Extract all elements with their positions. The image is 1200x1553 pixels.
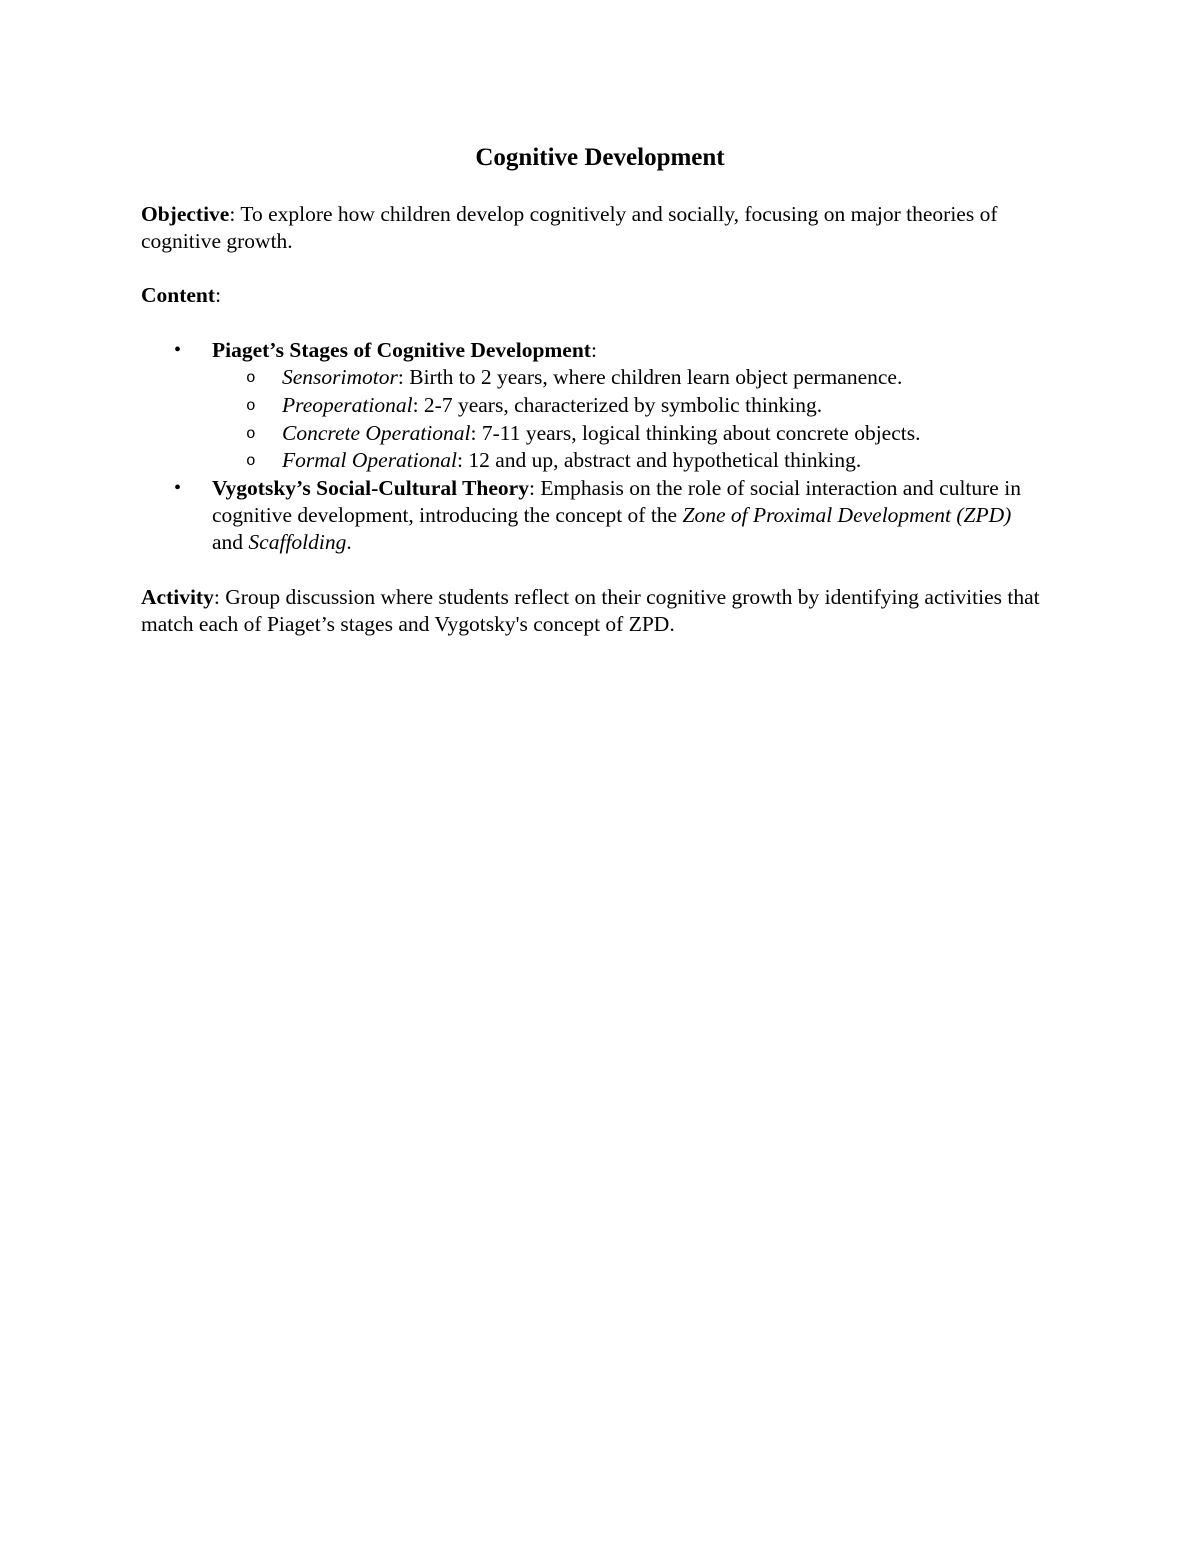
stage-description: : Birth to 2 years, where children learn object permanence. — [397, 365, 903, 389]
bullet-heading: Vygotsky’s Social-Cultural Theory — [212, 476, 529, 500]
bullet-text-part: and — [212, 530, 249, 554]
content-label: Content — [141, 283, 216, 307]
sub-item-text — [282, 420, 1062, 447]
stage-description: : 7-11 years, logical thinking about concrete objects. — [470, 421, 921, 445]
bullet-heading: Piaget’s Stages of Cognitive Development — [212, 338, 591, 362]
bullet-separator: : — [590, 338, 597, 362]
stage-term: Sensorimotor — [282, 365, 398, 389]
sub-bullet-marker: o — [246, 397, 256, 415]
stage-term: Preoperational — [282, 393, 413, 417]
activity-separator: : — [213, 585, 226, 609]
bullet-text-part: . — [346, 530, 352, 554]
bullet-text — [212, 475, 1032, 556]
stage-term: Concrete Operational — [282, 421, 471, 445]
sub-bullet-marker: o — [246, 425, 256, 443]
activity-label: Activity — [141, 585, 214, 609]
sub-bullet-marker: o — [246, 369, 256, 387]
content-paragraph — [141, 282, 1071, 309]
bullet-marker: • — [174, 339, 182, 361]
scaffolding-term: Scaffolding — [248, 530, 347, 554]
objective-paragraph — [141, 201, 1071, 255]
document-title: Cognitive Development — [475, 144, 725, 171]
bullet-text — [212, 337, 1032, 364]
bullet-marker: • — [174, 477, 182, 499]
zpd-term: Zone of Proximal Development (ZPD) — [682, 503, 1012, 527]
objective-separator: : — [229, 202, 241, 226]
objective-label: Objective — [141, 202, 230, 226]
sub-item-text — [282, 392, 1062, 419]
content-separator: : — [215, 283, 222, 307]
activity-text: Group discussion where students reflect on their cognitive growth by identifying activities that match each of Piaget’s stages and Vygotsky's concept of ZPD. — [141, 585, 1040, 636]
stage-description: : 2-7 years, characterized by symbolic thinking. — [412, 393, 823, 417]
sub-item-text — [282, 364, 1062, 391]
activity-paragraph — [141, 584, 1071, 638]
stage-description: : 12 and up, abstract and hypothetical thinking. — [456, 448, 862, 472]
stage-term: Formal Operational — [282, 448, 457, 472]
objective-text: To explore how children develop cognitively and socially, focusing on major theories of cognitive growth. — [141, 202, 998, 253]
sub-bullet-marker: o — [246, 452, 256, 470]
bullet-text-part: : Emphasis on the role of social interaction and culture in cognitive development, introducing the concept of the — [212, 476, 1021, 527]
sub-item-text — [282, 447, 1062, 474]
